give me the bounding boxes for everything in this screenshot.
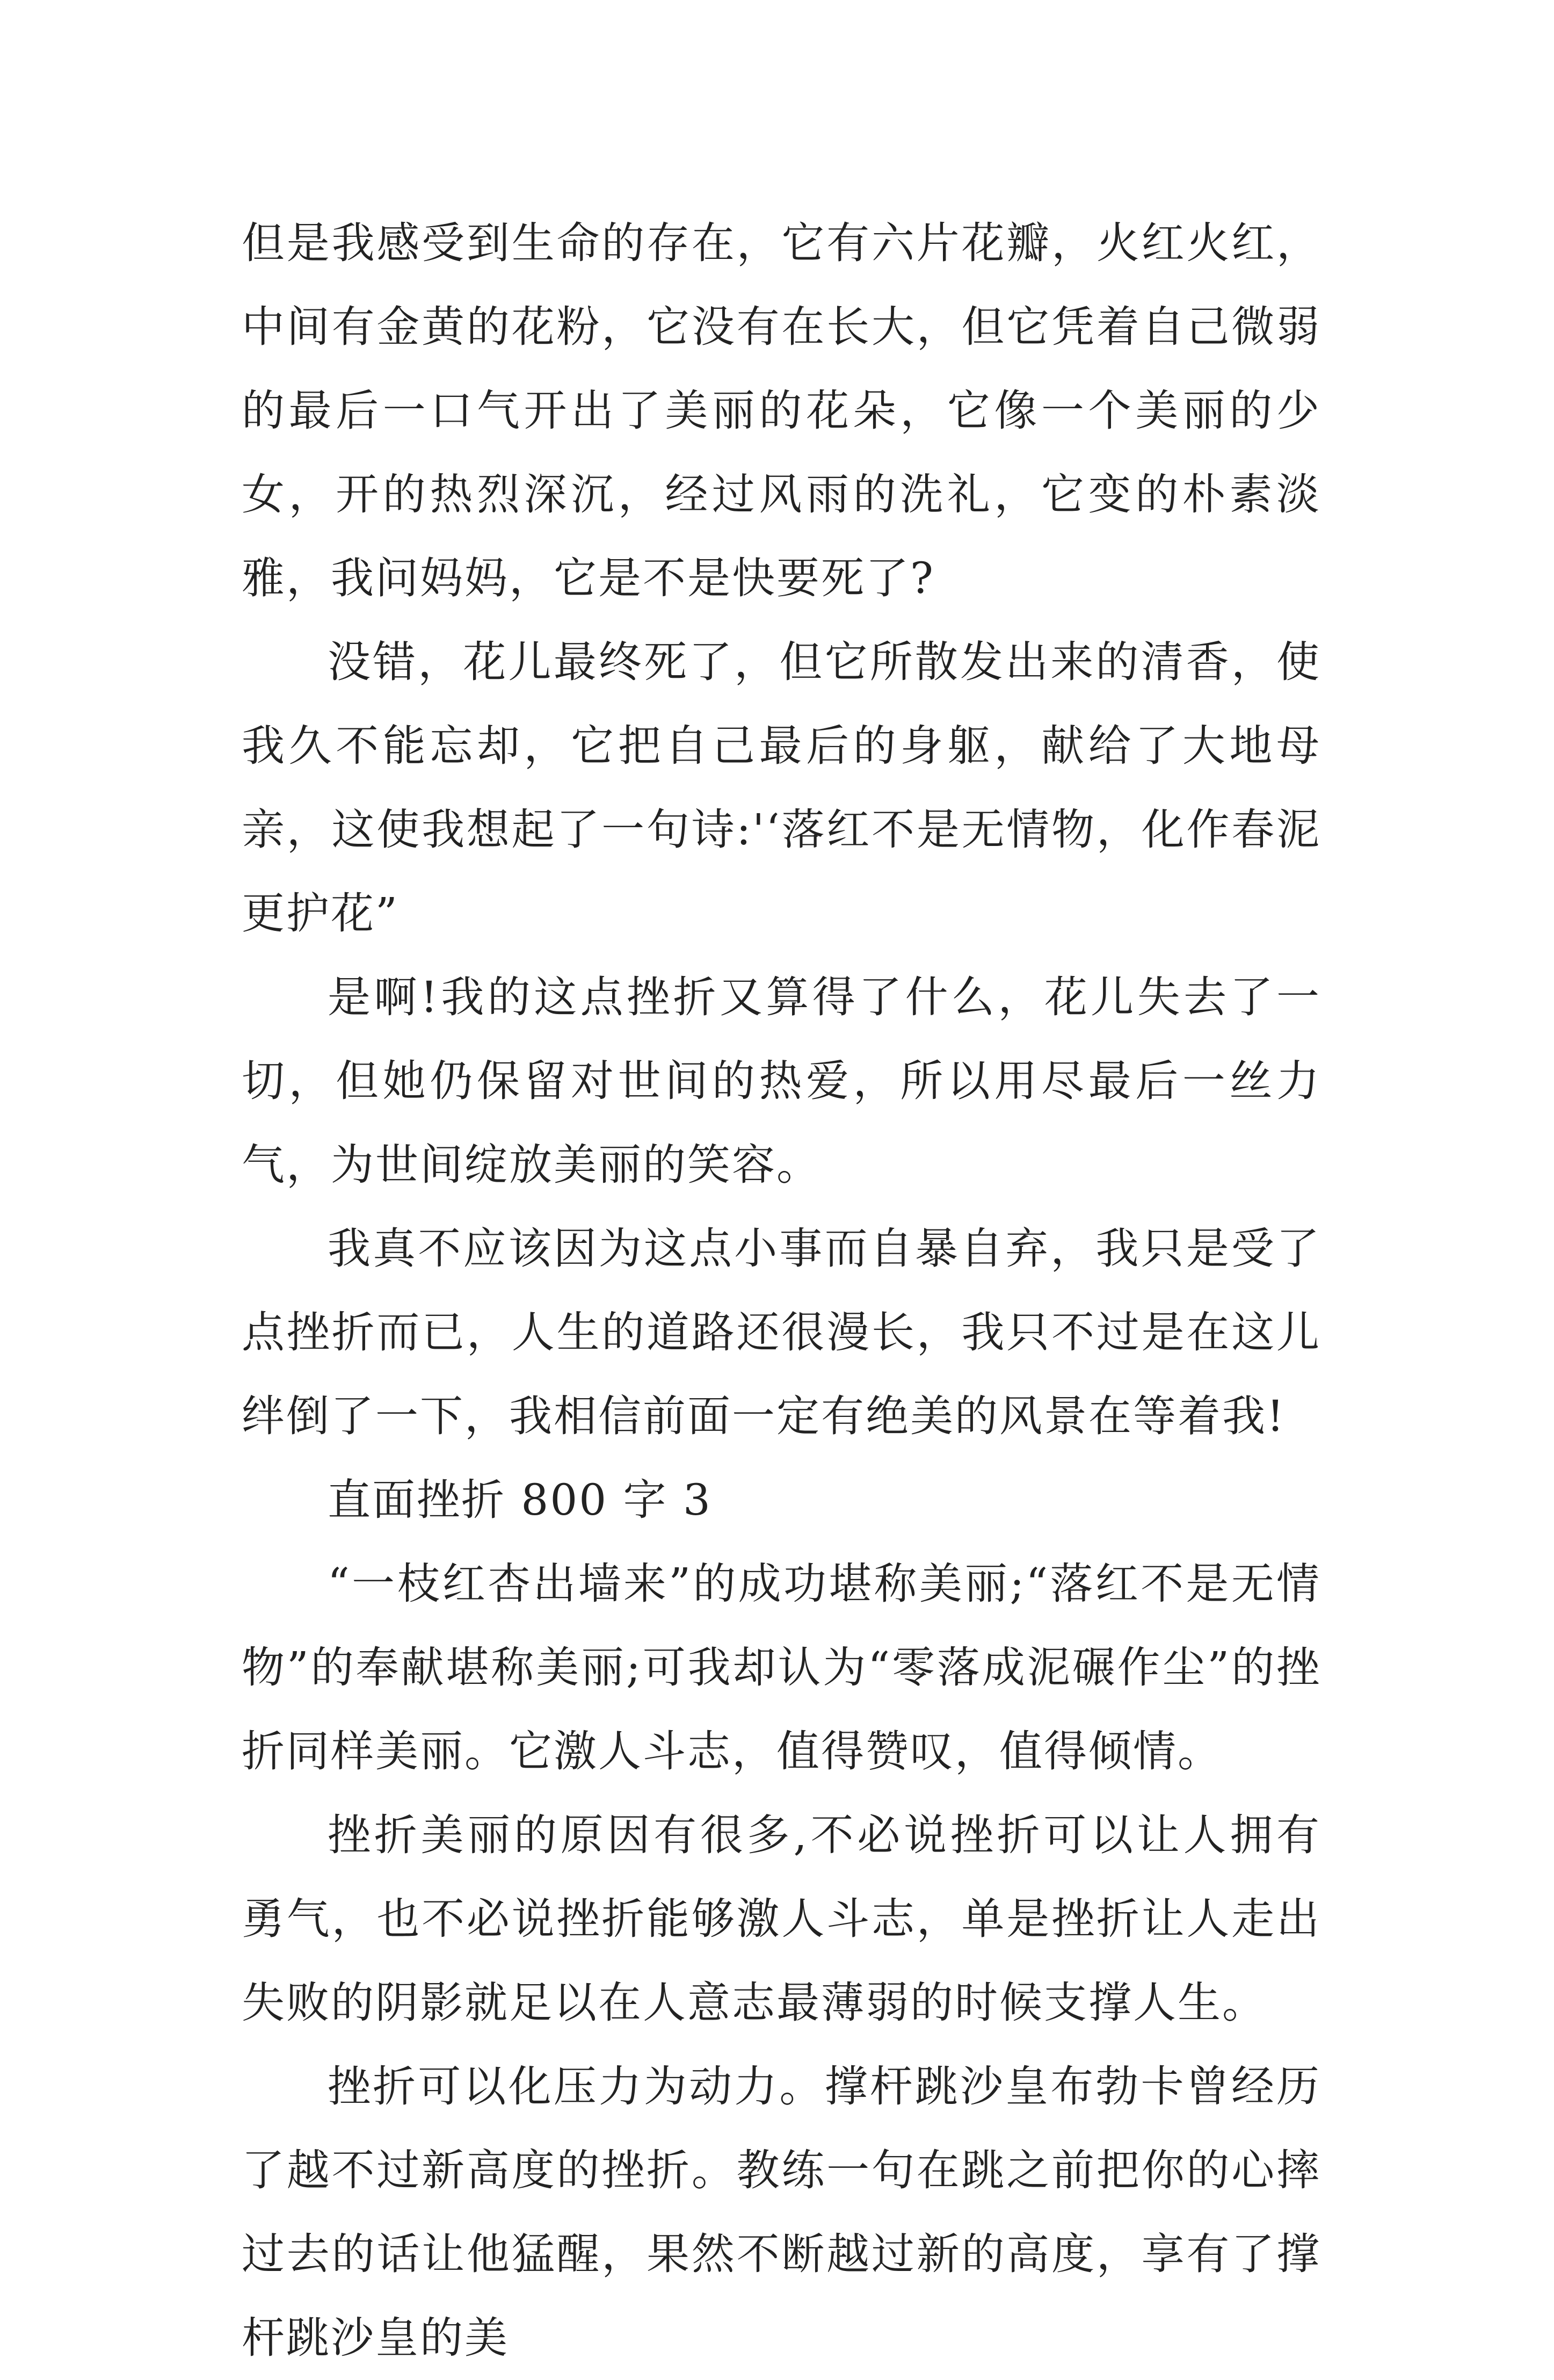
document-body <box>242 201 1321 2380</box>
paragraph-continued: 但是我感受到生命的存在，它有六片花瓣，火红火红，中间有金黄的花粉，它没有在长大，但它凭着自己微弱的最后一口气开出了美丽的花朵，它像一个美丽的少女，开的热烈深沉，经过风雨的洗礼，它变的朴素淡雅，我问妈妈，它是不是快要死了? <box>242 218 1321 603</box>
paragraph: “一枝红杏出墙来”的成功堪称美丽;“落红不是无情物”的奉献堪称美丽;可我却认为“零落成泥碾作尘”的挫折同样美丽。它激人斗志，值得赞叹，值得倾情。 <box>242 1559 1321 1776</box>
paragraph: 没错，花儿最终死了，但它所散发出来的清香，使我久不能忘却，它把自己最后的身躯，献给了大地母亲，这使我想起了一句诗:'‘落红不是无情物，化作春泥更护花” <box>242 637 1321 938</box>
paragraph: 挫折美丽的原因有很多,不必说挫折可以让人拥有勇气，也不必说挫折能够激人斗志，单是挫折让人走出失败的阴影就足以在人意志最薄弱的时候支撑人生。 <box>242 1810 1321 2028</box>
paragraph: 我真不应该因为这点小事而自暴自弃，我只是受了点挫折而已，人生的道路还很漫长，我只不过是在这儿绊倒了一下，我相信前面一定有绝美的风景在等着我! <box>242 1224 1321 1441</box>
section-heading: 直面挫折 800 字 3 <box>328 1475 712 1525</box>
paragraph: 是啊!我的这点挫折又算得了什么，花儿失去了一切，但她仍保留对世间的热爱，所以用尽最后一丝力气，为世间绽放美丽的笑容。 <box>242 972 1321 1190</box>
paragraph: 挫折可以化压力为动力。撑杆跳沙皇布勃卡曾经历了越不过新高度的挫折。教练一句在跳之前把你的心摔过去的话让他猛醒，果然不断越过新的高度，享有了撑杆跳沙皇的美 <box>242 2061 1321 2363</box>
